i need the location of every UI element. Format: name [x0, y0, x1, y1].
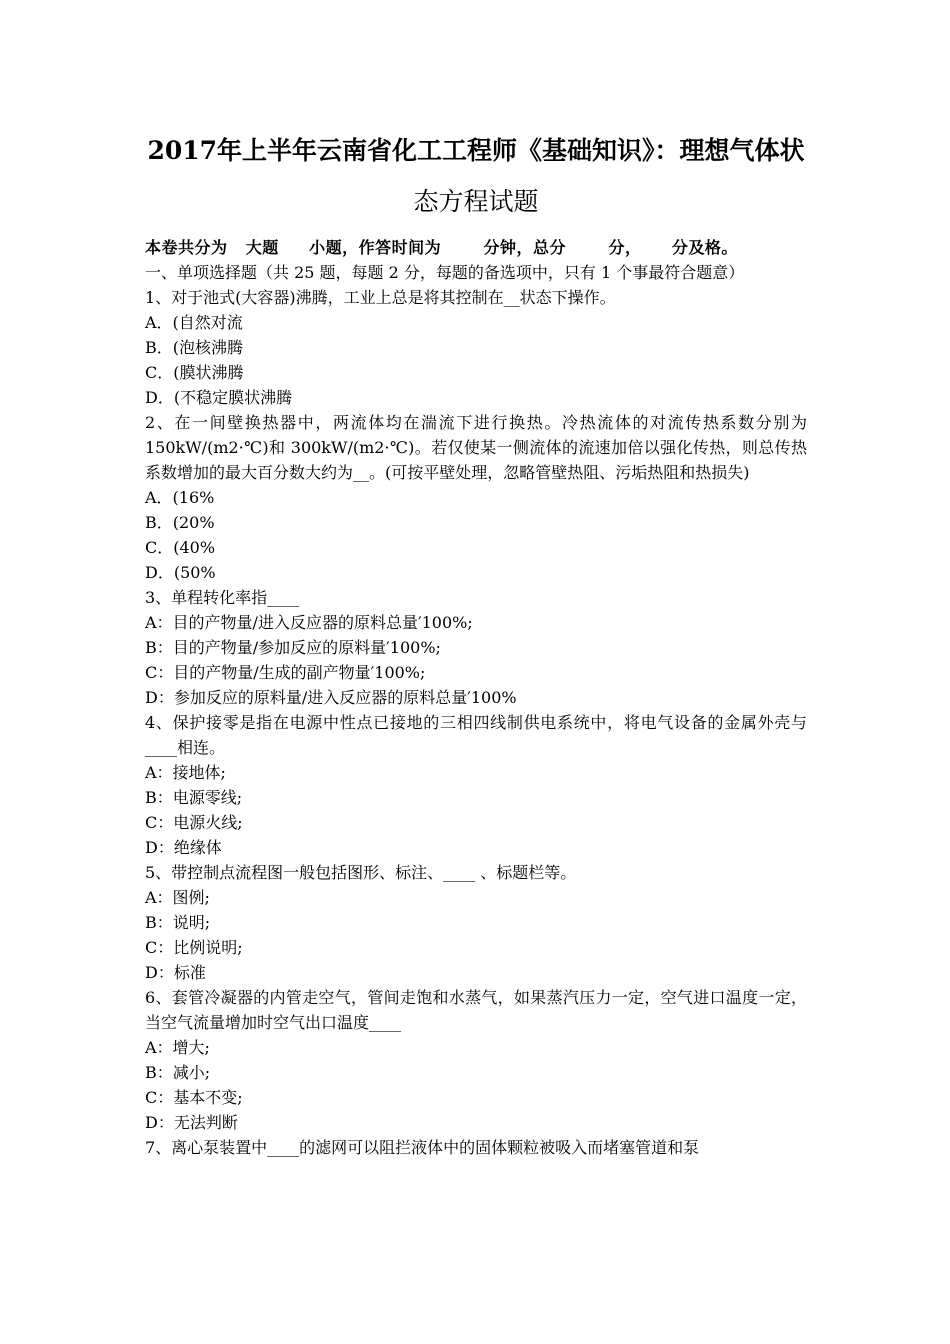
question-stem: 5、带控制点流程图一般包括图形、标注、____ 、标题栏等。 [145, 863, 577, 882]
answer-option: A：图例; [145, 888, 210, 907]
answer-option: A．(16% [145, 488, 215, 507]
question-stem: 4、保护接零是指在电源中性点已接地的三相四线制供电系统中，将电气设备的金属外壳与____相连。 [145, 713, 807, 757]
answer-option: D：绝缘体 [145, 838, 222, 857]
doc-title-line2: 态方程试题 [413, 187, 539, 216]
answer-option: C：电源火线; [145, 813, 243, 832]
answer-option: C：目的产物量/生成的副产物量′100%; [145, 663, 426, 682]
answer-option: D．(50% [145, 563, 216, 582]
answer-option: B．(20% [145, 513, 215, 532]
answer-option: B：电源零线; [145, 788, 243, 807]
answer-option: D：标准 [145, 963, 206, 982]
answer-option: C．(膜状沸腾 [145, 363, 244, 382]
answer-option: B：减小; [145, 1063, 211, 1082]
answer-option: A：目的产物量/进入反应器的原料总量′100%; [145, 613, 473, 632]
doc-title-line1: 2017年上半年云南省化工工程师《基础知识》：理想气体状 [147, 136, 805, 165]
answer-option: D：无法判断 [145, 1113, 238, 1132]
answer-option: C：比例说明; [145, 938, 243, 957]
answer-option: B：目的产物量/参加反应的原料量′100%; [145, 638, 441, 657]
question-stem: 1、对于池式(大容器)沸腾，工业上总是将其控制在__状态下操作。 [145, 288, 616, 307]
answer-option: A．(自然对流 [145, 313, 243, 332]
section-heading: 一、单项选择题（共 25 题，每题 2 分，每题的备选项中，只有 1 个事最符合题意） [145, 263, 745, 282]
question-stem: 6、套管冷凝器的内管走空气，管间走饱和水蒸气，如果蒸汽压力一定，空气进口温度一定，当空气流量增加时空气出口温度____ [145, 988, 807, 1032]
answer-option: B：说明; [145, 913, 211, 932]
answer-option: B．(泡核沸腾 [145, 338, 244, 357]
answer-option: C：基本不变; [145, 1088, 243, 1107]
answer-option: C．(40% [145, 538, 216, 557]
doc-body [145, 235, 807, 1160]
answer-option: D．(不稳定膜状沸腾 [145, 388, 293, 407]
question-stem: 3、单程转化率指____ [145, 588, 300, 607]
question-stem: 7、离心泵装置中____的滤网可以阻拦液体中的固体颗粒被吸入而堵塞管道和泵 [145, 1138, 700, 1157]
question-stem: 2、在一间壁换热器中，两流体均在湍流下进行换热。冷热流体的对流传热系数分别为 150kW/(m2·℃)和 300kW/(m2·℃)。若仅使某一侧流体的流速加倍以强化传热，则总传热系数增加的最大百分数大约为__。(可按平壁处理，忽略管壁热阻、污垢热阻和热损失) [145, 413, 807, 482]
answer-option: A：增大; [145, 1038, 210, 1057]
exam-intro: 本卷共分为 大题 小题，作答时间为 分钟，总分 分， 分及格。 [145, 238, 738, 257]
answer-option: A：接地体; [145, 763, 226, 782]
answer-option: D：参加反应的原料量/进入反应器的原料总量′100% [145, 688, 517, 707]
